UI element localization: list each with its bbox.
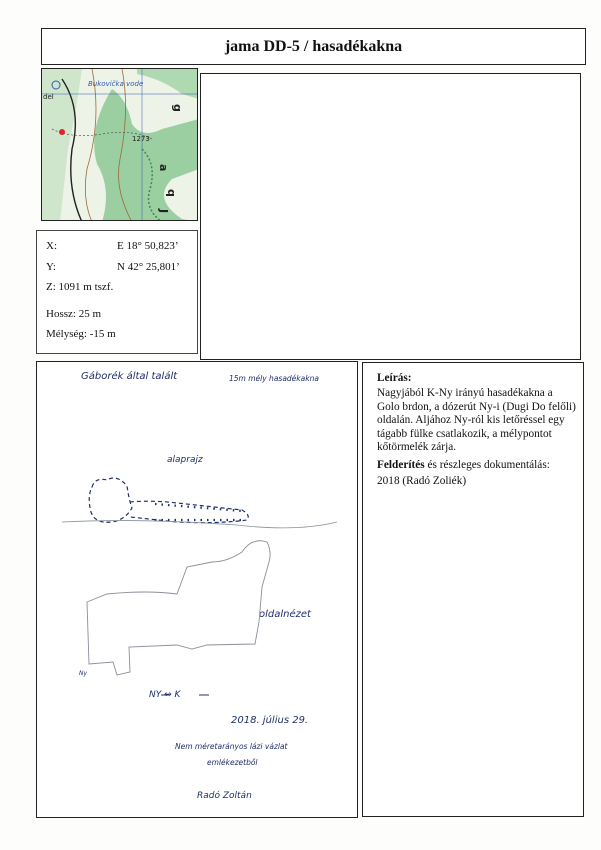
sketch-signature: Radó Zoltán: [197, 791, 252, 801]
topographic-map: [41, 68, 198, 221]
sketch-note-found-by: Gáborék által talált: [81, 371, 178, 382]
length-text: Hossz: 25 m: [46, 308, 101, 320]
x-label: X:: [46, 240, 57, 252]
x-value: E 18° 50,823’: [117, 240, 179, 252]
sketch-note-line2: emlékezetből: [207, 758, 258, 767]
depth-text: Mélység: -15 m: [46, 328, 116, 340]
exploration-heading-suffix: és részleges dokumentálás:: [424, 459, 550, 472]
plan-chamber-outline: [89, 478, 132, 522]
sketch-box: [36, 361, 358, 818]
description-body: Nagyjából K-Ny irányú hasadékakna a Golo brdon, a dózerút Ny-i (Dugi Do felőli) oldalán. Aljához Ny-ról kis letőréssel egy tágabb fülke csatlakozik, a mélypontot kőtörmelék zárja.: [377, 387, 576, 454]
map-label-letter-4: g: [171, 104, 184, 112]
map-graphic: [42, 69, 198, 221]
section-outline: [87, 541, 270, 675]
y-value: N 42° 25,801’: [117, 261, 180, 273]
y-label: Y:: [46, 261, 56, 273]
sketch-note-line1: Nem méretarányos lázi vázlat: [175, 742, 288, 751]
cave-location-marker: [59, 129, 65, 135]
direction-label: NY ↔ K: [149, 690, 181, 700]
plan-shaft-hachures: [155, 504, 242, 520]
title-box: [41, 28, 586, 65]
sketch-date: 2018. július 29.: [231, 715, 309, 726]
description-box: Leírás: Nagyjából K-Ny irányú hasadékakna a Golo brdon, a dózerút Ny-i (Dugi Do felőli) oldalán. Aljához Ny-ról kis letőréssel egy tágabb fülke csatlakozik, a mélypontot kőtörmelék zárja. Felderítés és részleges dokumentálás: 2018 (Radó Zoliék): [362, 362, 584, 817]
exploration-heading: Felderítés: [377, 459, 425, 472]
section-label: oldalnézet: [259, 609, 311, 620]
exploration-body: 2018 (Radó Zoliék): [377, 474, 467, 487]
map-label-letter-1: a: [157, 164, 170, 172]
description-heading: Leírás: [377, 372, 408, 384]
map-label-letter-3: J: [157, 209, 170, 214]
section-corner-label: Ny: [79, 670, 88, 677]
plan-label: alaprajz: [167, 455, 203, 465]
map-label-del: del: [43, 93, 54, 101]
map-label-elevation: 1273: [132, 135, 150, 143]
elevation-text: Z: 1091 m tszf.: [46, 281, 114, 293]
photo-placeholder-box: [200, 73, 581, 360]
page-title: jama DD-5 / hasadékakna: [224, 37, 403, 55]
coordinates-box: [36, 230, 198, 354]
sketch-note-depth: 15m mély hasadékakna: [229, 374, 319, 383]
sketch-drawing: [37, 362, 357, 817]
map-label-bukovicka: Bukovička vode: [88, 80, 144, 88]
map-label-letter-2: q: [165, 189, 178, 197]
plan-shaft-outline: [130, 501, 248, 522]
